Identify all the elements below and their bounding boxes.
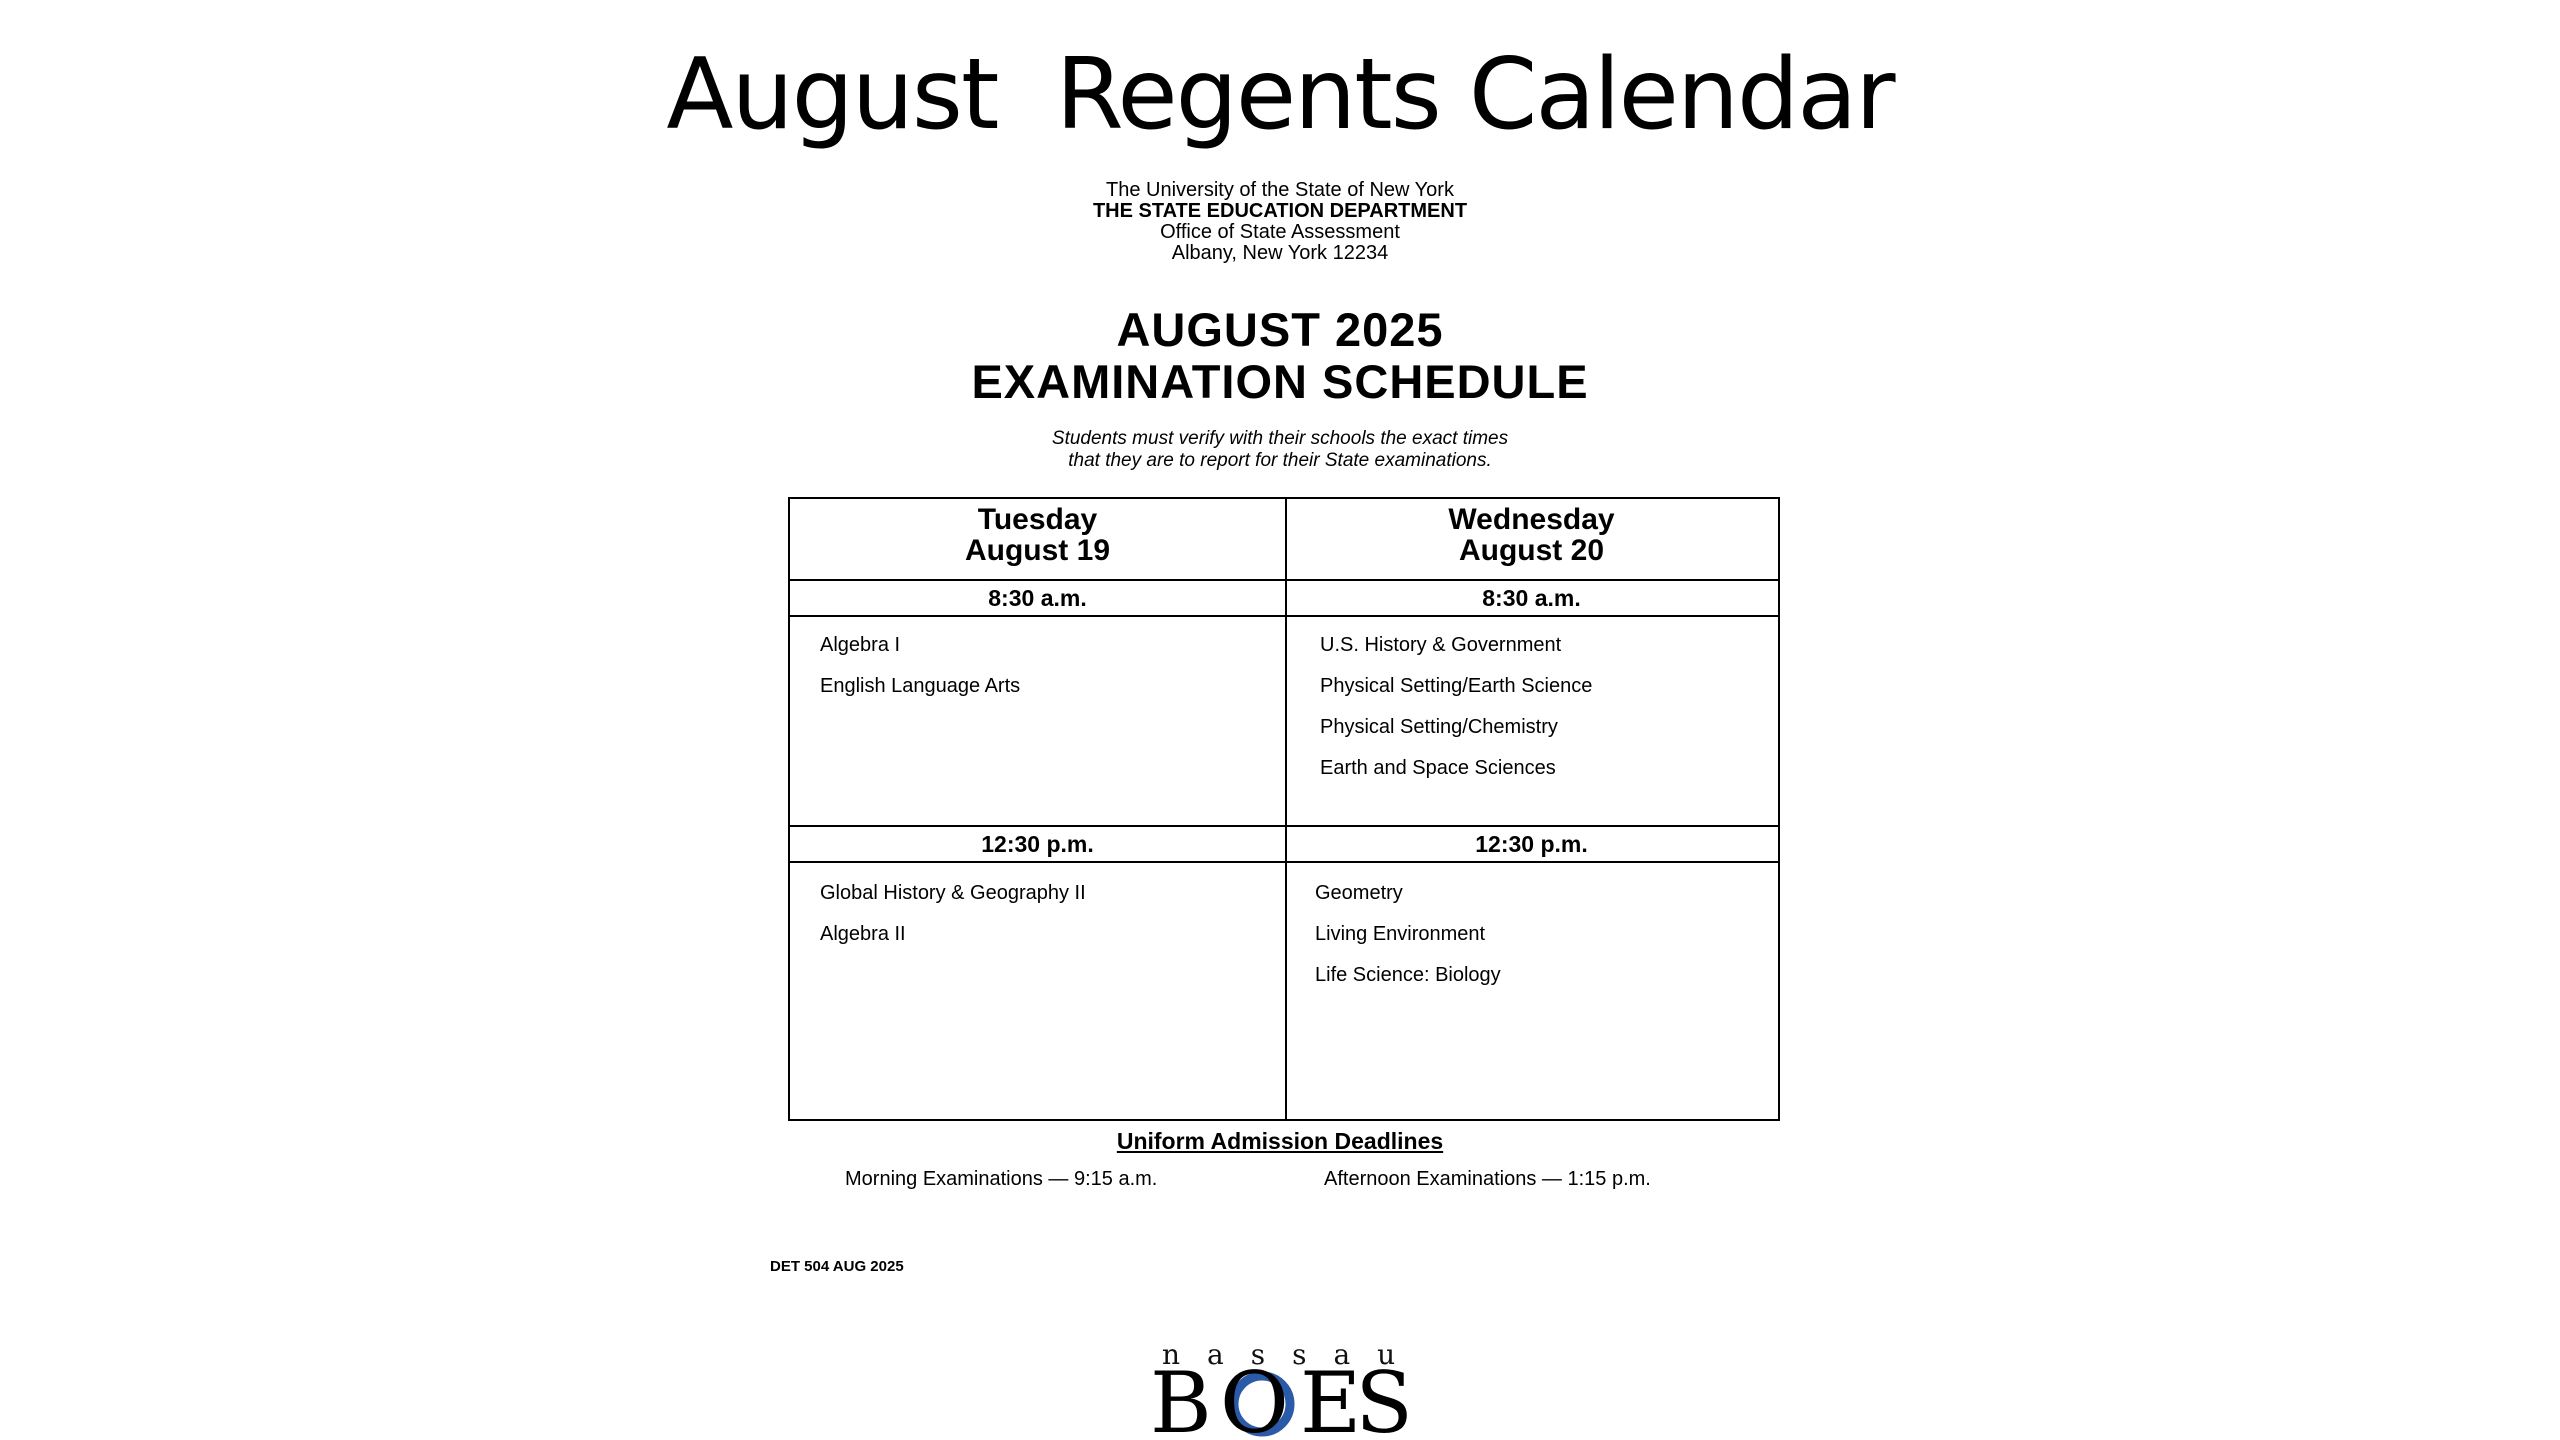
- day-date: August 19: [964, 534, 1111, 567]
- admission-deadlines-title: Uniform Admission Deadlines: [1116, 1128, 1444, 1154]
- morning-exam-list: [1285, 625, 1778, 789]
- exam-item: Earth and Space Sciences: [1320, 757, 1556, 779]
- nassau-boces-logo: [1150, 1340, 1450, 1440]
- afternoon-exam-list: [790, 873, 1285, 955]
- exam-item: Life Science: Biology: [1315, 964, 1501, 986]
- agency-line-office: Office of State Assessment: [1160, 221, 1400, 243]
- exam-item: Algebra I: [820, 634, 901, 656]
- agency-line-address: Albany, New York 12234: [1171, 242, 1389, 264]
- day-header: [790, 499, 1285, 581]
- exam-item: English Language Arts: [820, 675, 1021, 697]
- notice-line2: that they are to report for their State examinations.: [1068, 450, 1492, 471]
- svg-text:B: B: [1150, 1362, 1206, 1440]
- morning-deadline: Morning Examinations — 9:15 a.m.: [845, 1168, 1158, 1190]
- exam-item: U.S. History & Government: [1320, 634, 1562, 656]
- schedule-column-wednesday: [1285, 499, 1778, 1119]
- document-title: [0, 304, 2560, 408]
- notice-line1: Students must verify with their schools the exact times: [1051, 428, 1509, 449]
- day-header: [1285, 499, 1778, 581]
- agency-header: [0, 180, 2560, 264]
- document-title-line2: EXAMINATION SCHEDULE: [971, 355, 1589, 408]
- afternoon-deadline: Afternoon Examinations — 1:15 p.m.: [1324, 1168, 1651, 1190]
- afternoon-exam-list: [1285, 873, 1778, 996]
- exam-item: Physical Setting/Earth Science: [1320, 675, 1593, 697]
- exam-item: Living Environment: [1315, 923, 1486, 945]
- svg-text:O: O: [1220, 1362, 1283, 1440]
- schedule-table: [788, 497, 1780, 1121]
- afternoon-time: 12:30 p.m.: [1285, 825, 1778, 863]
- exam-item: Physical Setting/Chemistry: [1320, 716, 1558, 738]
- day-weekday: Wednesday: [1448, 503, 1615, 536]
- exam-item: Algebra II: [820, 923, 906, 945]
- day-date: August 20: [1458, 534, 1605, 567]
- exam-item: Global History & Geography II: [820, 882, 1086, 904]
- svg-text:ES: ES: [1300, 1362, 1407, 1440]
- verification-notice: [0, 428, 2560, 472]
- logo-main-text: [1150, 1362, 1450, 1440]
- morning-time: 8:30 a.m.: [790, 581, 1285, 617]
- logo-top-text: nassau: [1162, 1338, 1423, 1371]
- morning-time: 8:30 a.m.: [1285, 581, 1778, 617]
- form-code: DET 504 AUG 2025: [770, 1258, 904, 1275]
- schedule-column-tuesday: [790, 499, 1287, 1119]
- afternoon-time: 12:30 p.m.: [790, 825, 1285, 863]
- exam-item: Geometry: [1315, 882, 1403, 904]
- slide-title: August Regents Calendar: [666, 38, 1894, 152]
- day-weekday: Tuesday: [977, 503, 1098, 536]
- agency-line-university: The University of the State of New York: [1106, 179, 1454, 201]
- document-title-line1: AUGUST 2025: [1116, 303, 1444, 356]
- morning-exam-list: [790, 625, 1285, 707]
- agency-line-department: THE STATE EDUCATION DEPARTMENT: [1092, 200, 1468, 222]
